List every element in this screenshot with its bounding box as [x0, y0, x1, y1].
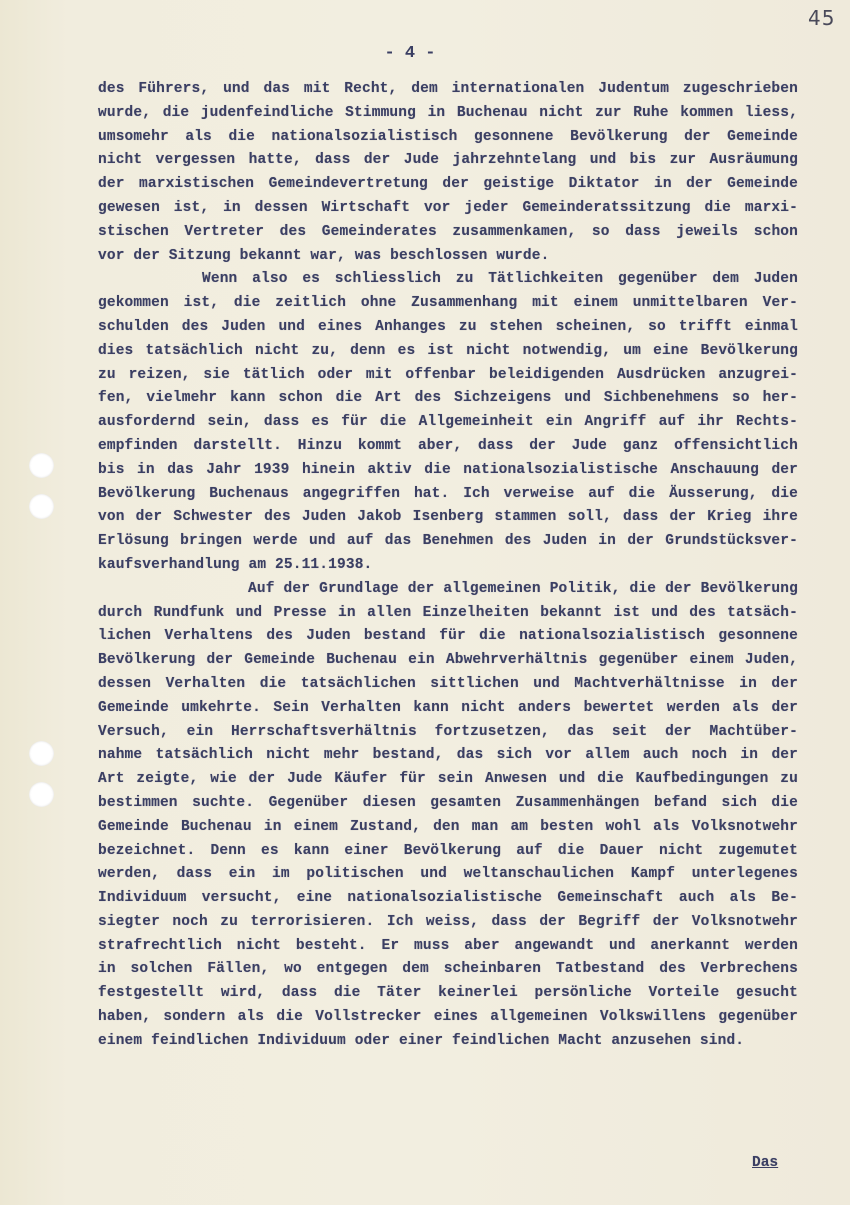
text-line: lichen Verhaltens des Juden bestand für die nationalsozialistisch gesonnene [98, 628, 798, 645]
text-line: gekommen ist, die zeitlich ohne Zusammenhang mit einem unmittelbaren Ver- [98, 295, 798, 312]
text-line: Wenn also es schliesslich zu Tätlichkeiten gegenüber dem Juden [202, 271, 798, 288]
text-line: der marxistischen Gemeindevertretung der geistige Diktator in der Gemeinde [98, 176, 798, 193]
text-line: siegter noch zu terrorisieren. Ich weiss, dass der Begriff der Volksnotwehr [98, 913, 798, 930]
text-line: schulden des Juden und eines Anhanges zu stehen scheinen, so trifft einmal [98, 318, 798, 335]
punch-hole [29, 494, 54, 519]
text-line: fen, vielmehr kann schon die Art des Sichzeigens und Sichbenehmens so her- [98, 390, 798, 407]
text-line: Gemeinde umkehrte. Sein Verhalten kann nicht anders bewertet werden als der [98, 699, 798, 716]
text-line: Gemeinde Buchenau in einem Zustand, den man am besten wohl als Volksnotwehr [98, 818, 798, 835]
page-number: - 4 - [384, 44, 436, 63]
catchword: Das [752, 1155, 779, 1171]
text-line: bis in das Jahr 1939 hinein aktiv die nationalsozialistische Anschauung der [98, 461, 798, 478]
text-line: Art zeigte, wie der Jude Käufer für sein Anwesen und die Kaufbedingungen zu [98, 771, 798, 788]
text-line: werden, dass ein im politischen und weltanschaulichen Kampf unterlegenes [98, 866, 798, 883]
text-line: einem feindlichen Individuum oder einer feindlichen Macht anzusehen sind. [98, 1032, 745, 1049]
text-line: nahme tatsächlich nicht mehr bestand, das sich vor allem auch noch in der [98, 747, 798, 764]
punch-hole [29, 453, 54, 478]
punch-hole [29, 782, 54, 807]
paragraph [98, 268, 798, 577]
text-line: Versuch, ein Herrschaftsverhältnis fortzusetzen, das seit der Machtüber- [98, 723, 798, 740]
text-line: haben, sondern als die Vollstrecker eines allgemeinen Volkswillens gegenüber [98, 1009, 798, 1026]
text-line: bezeichnet. Denn es kann einer Bevölkerung auf die Dauer nicht zugemutet [98, 842, 798, 859]
text-line: zu reizen, sie tätlich oder mit offenbar beleidigenden Ausdrücken anzugrei- [98, 366, 798, 383]
text-line: Bevölkerung der Gemeinde Buchenau ein Abwehrverhältnis gegenüber einem Juden, [98, 652, 798, 669]
archive-page-number: 45 [808, 6, 836, 30]
text-line: des Führers, und das mit Recht, dem internationalen Judentum zugeschrieben [98, 81, 798, 97]
text-line: Auf der Grundlage der allgemeinen Politik, die der Bevölkerung [248, 580, 798, 597]
text-line: in solchen Fällen, wo entgegen dem scheinbaren Tatbestand des Verbrechens [98, 961, 798, 978]
text-line: Individuum versucht, eine nationalsozialistische Gemeinschaft auch als Be- [98, 890, 798, 907]
text-line: dies tatsächlich nicht zu, denn es ist nicht notwendig, um eine Bevölkerung [98, 342, 798, 359]
text-line: umsomehr als die nationalsozialistisch gesonnene Bevölkerung der Gemeinde [98, 128, 798, 145]
text-line: von der Schwester des Juden Jakob Isenberg stammen soll, dass der Krieg ihre [98, 509, 798, 526]
document-body [98, 78, 798, 1054]
text-line: gewesen ist, in dessen Wirtschaft vor jeder Gemeinderatssitzung die marxi- [98, 199, 798, 216]
text-line: ausfordernd sein, dass es für die Allgemeinheit ein Angriff auf ihr Rechts- [98, 414, 798, 431]
text-line: nicht vergessen hatte, dass der Jude jahrzehntelang und bis zur Ausräumung [98, 152, 798, 169]
text-line: festgestellt wird, dass die Täter keinerlei persönliche Vorteile gesucht [98, 985, 798, 1002]
text-line: Bevölkerung Buchenaus angegriffen hat. Ich verweise auf die Äusserung, die [98, 485, 798, 502]
text-line: wurde, die judenfeindliche Stimmung in Buchenau nicht zur Ruhe kommen liess, [98, 104, 798, 121]
text-line: kaufsverhandlung am 25.11.1938. [98, 556, 373, 573]
text-line: empfinden darstellt. Hinzu kommt aber, dass der Jude ganz offensichtlich [98, 437, 798, 454]
text-line: strafrechtlich nicht besteht. Er muss aber angewandt und anerkannt werden [98, 937, 798, 954]
text-line: stischen Vertreter des Gemeinderates zusammenkamen, so dass jeweils schon [98, 223, 798, 240]
paragraph [98, 578, 798, 1054]
paragraph [98, 78, 798, 268]
punch-hole [29, 741, 54, 766]
text-line: durch Rundfunk und Presse in allen Einzelheiten bekannt ist und des tatsäch- [98, 604, 798, 621]
text-line: dessen Verhalten die tatsächlichen sittlichen und Machtverhältnisse in der [98, 675, 798, 692]
text-line: bestimmen suchte. Gegenüber diesen gesamten Zusammenhängen befand sich die [98, 794, 798, 811]
text-line: Erlösung bringen werde und auf das Benehmen des Juden in der Grundstücksver- [98, 533, 798, 550]
text-line: vor der Sitzung bekannt war, was beschlossen wurde. [98, 247, 550, 264]
